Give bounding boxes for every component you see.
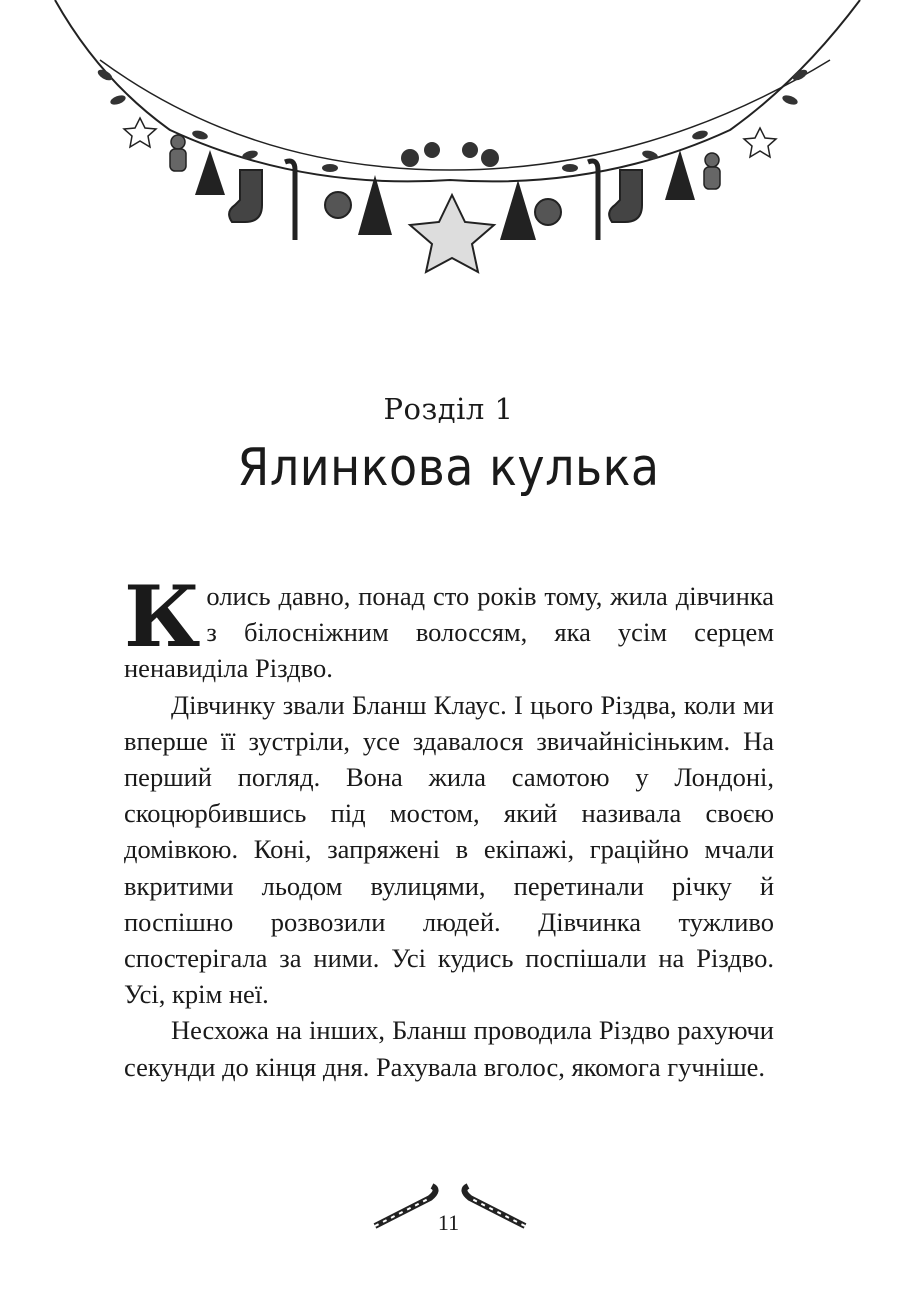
holly-bouquet-icon — [401, 142, 499, 167]
chapter-title: Ялинкова кулька — [237, 436, 660, 498]
chapter-label: Розділ 1 — [383, 392, 514, 426]
drop-cap: К — [124, 567, 201, 666]
stocking-icon — [229, 170, 642, 222]
chapter-body-text — [124, 567, 774, 1085]
paragraph: Несхожа на інших, Бланш проводила Різдво рахуючи секунди до кінця дня. Рахувала вголос, якомога гучніше. — [124, 1015, 774, 1082]
star-ornament-icon — [410, 195, 494, 272]
paragraph: Колись давно, понад сто років тому, жила дівчинка з білосніжним волоссям, яка усім серцем ненавиділа Різдво. — [124, 567, 774, 684]
paragraph: Дівчинку звали Бланш Клаус. І цього Різдва, коли ми вперше її зустріли, усе здавалося звичайнісіньким. На перший погляд. Вона жила самотою у Лондоні, скоцюрбившись під мостом, який називала своєю домівкою. Коні, запряжені в екіпажі, граційно мчали вкритими льодом вулицями, перетинали річку й поспішно розвозили людей. Дівчинка тужливо спостерігала за ними. Усі кудись поспішали на Різдво. Усі, крім неї. — [124, 689, 774, 1010]
page-number: 11 — [437, 1210, 460, 1235]
christmas-garland-illustration — [0, 0, 897, 300]
